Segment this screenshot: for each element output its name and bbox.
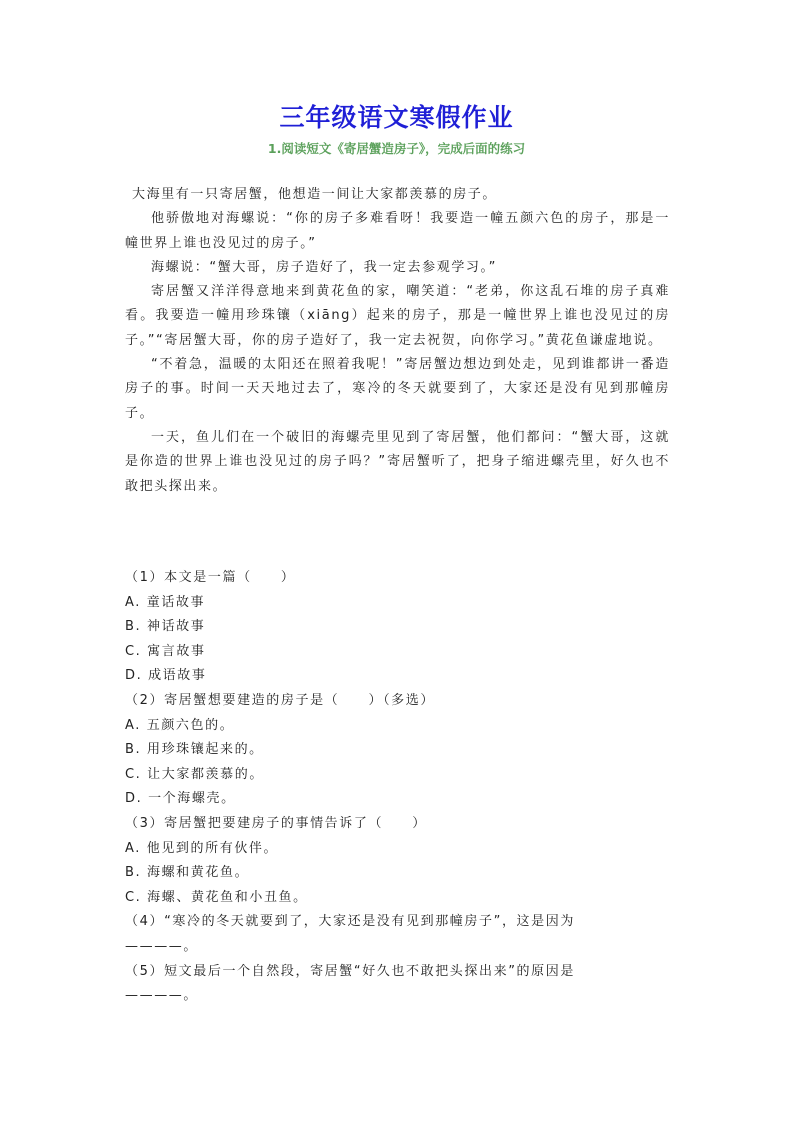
page-title: 三年级语文寒假作业 bbox=[279, 103, 514, 132]
story-passage bbox=[125, 183, 670, 499]
question-2-option: D. 一个海螺壳。 bbox=[125, 791, 236, 807]
question-2-option: A. 五颜六色的。 bbox=[125, 717, 235, 733]
question-4-answer-blank: ————。 bbox=[125, 938, 198, 954]
question-1-option: B. 神话故事 bbox=[125, 619, 206, 635]
question-1-option: A. 童话故事 bbox=[125, 594, 206, 610]
story-paragraph: 海螺说：“蟹大哥，房子造好了，我一定去参观学习。” bbox=[151, 259, 497, 275]
story-paragraph: 一天，鱼儿们在一个破旧的海螺壳里见到了寄居蟹，他们都问：“蟹大哥，这就是你造的世界上谁也没见过的房子吗？”寄居蟹听了，把身子缩进螺壳里，好久也不敢把头探出来。 bbox=[125, 429, 670, 494]
question-2: （2）寄居蟹想要建造的房子是（ ）（多选） bbox=[125, 692, 435, 708]
question-3-option: B. 海螺和黄花鱼。 bbox=[125, 865, 250, 881]
story-paragraph: “不着急，温暖的太阳还在照着我呢！”寄居蟹边想边到处走，见到谁都讲一番造房子的事。时间一天天地过去了，寒冷的冬天就要到了，大家还是没有见到那幢房子。 bbox=[125, 357, 670, 421]
question-2-option: B. 用珍珠镶起来的。 bbox=[125, 742, 264, 758]
questions-section bbox=[125, 566, 670, 1009]
question-5: （5）短文最后一个自然段，寄居蟹“好久也不敢把头探出来”的原因是 bbox=[125, 963, 575, 979]
question-1: （1）本文是一篇（ ） bbox=[125, 570, 296, 585]
story-paragraph: 寄居蟹又洋洋得意地来到黄花鱼的家，嘲笑道：“老弟，你这乱石堆的房子真难看。我要造一幢用珍珠镶（xiāng）起来的房子，那是一幢世界上谁也没见过的房子。”“寄居蟹大哥，你的房子造好了，我一定去祝贺，向你学习。”黄花鱼谦虚地说。 bbox=[125, 284, 670, 348]
question-3-option: A. 他见到的所有伙伴。 bbox=[125, 840, 279, 856]
question-1-option: C. 寓言故事 bbox=[125, 643, 206, 659]
question-1-option: D. 成语故事 bbox=[125, 668, 207, 684]
question-2-option: C. 让大家都羡慕的。 bbox=[125, 766, 264, 782]
question-4: （4）“寒冷的冬天就要到了，大家还是没有见到那幢房子”，这是因为 bbox=[125, 914, 575, 930]
question-5-answer-blank: ————。 bbox=[125, 988, 198, 1004]
story-paragraph: 大海里有一只寄居蟹，他想造一间让大家都羡慕的房子。 bbox=[132, 187, 498, 202]
exercise-heading: 1.阅读短文《寄居蟹造房子》，完成后面的练习 bbox=[267, 141, 526, 156]
question-3: （3）寄居蟹把要建房子的事情告诉了（ ） bbox=[125, 815, 427, 831]
story-paragraph: 他骄傲地对海螺说：“你的房子多难看呀！我要造一幢五颜六色的房子，那是一幢世界上谁也没见过的房子。” bbox=[125, 211, 670, 251]
question-3-option: C. 海螺、黄花鱼和小丑鱼。 bbox=[125, 889, 308, 905]
